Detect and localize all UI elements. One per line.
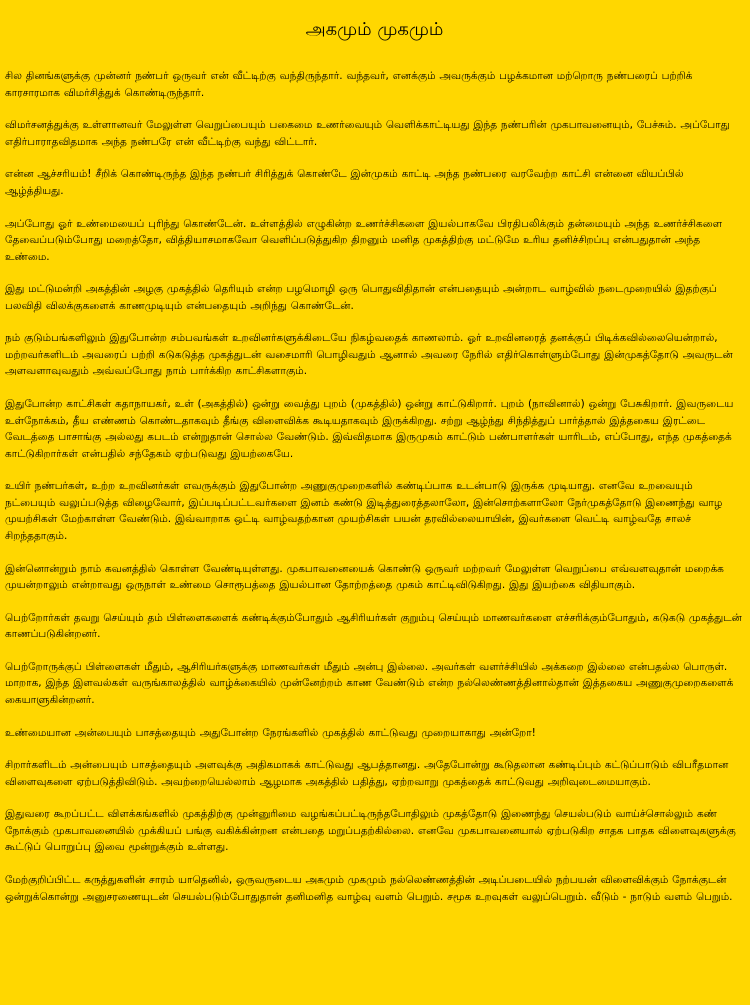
article-paragraph: இன்னொன்றும் நாம் கவனத்தில் கொள்ள வேண்டியுள்ளது. முகபாவனையைக் கொண்டு ஒருவர் மற்றவர் மேலுள்ள வெறுப்பை எவ்வளவுதான் மறைக்க முயன்றாலும் என்றாவது ஒருநாள் உண்மை சொரூபத்தை இயல்பான தோற்றத்தை முகம் காட்டிவிடுகிறது. இது இயற்கை விதியாகும்.	[5, 562, 724, 591]
article-paragraph: உண்மையான அன்பையும் பாசத்தையும் அதுபோன்ற நேரங்களில் முகத்தில் காட்டுவது முறையாகாது அன்றோ!	[5, 726, 536, 739]
article-paragraph: சில தினங்களுக்கு முன்னர் நண்பர் ஒருவர் என் வீட்டிற்கு வந்திருந்தார். வந்தவர், எனக்கும் அவருக்கும் பழக்கமான மற்றொரு நண்பரைப் பற்றிக் காரசாரமாக விமர்சித்துக் கொண்டிருந்தார்.	[5, 70, 693, 99]
article-paragraph: இதுவரை கூறப்பட்ட விளக்கங்களில் முகத்திற்கு முன்னுரிமை வழங்கப்பட்டிருந்தபோதிலும் முகத்தோடு இணைந்து செயல்படும் வாய்ச்சொல்லும் கண் நோக்கும் முகபாவனையில் முக்கியப் பங்கு வகிக்கின்றன என்பதை மறுப்பதற்கில்லை. எனவே முகபாவனையால் ஏற்படுகிற சாதக பாதக விளைவுகளுக்கு கூட்டுப் பொறுப்பு இவை மூன்றுக்கும் உள்ளது.	[5, 808, 736, 854]
article-paragraph: பெற்றோருக்குப் பிள்ளைகள் மீதும், ஆசிரியர்களுக்கு மாணவர்கள் மீதும் அன்பு இல்லை. அவர்கள் வளர்ச்சியில் அக்கறை இல்லை என்பதல்ல பொருள். மாறாக, இந்த இளவல்கள் வருங்காலத்தில் வாழ்க்கையில் முன்னேற்றம் காண வேண்டும் என்ற நல்லெண்ணத்தினால்தான் இத்தகைய அணுகுமுறைகளைக் கையாளுகின்றனர்.	[5, 660, 734, 706]
article-body	[5, 52, 744, 905]
article-paragraph: அப்போது ஓர் உண்மையைப் புரிந்து கொண்டேன். உள்ளத்தில் எழுகின்ற உணர்ச்சிகளை இயல்பாகவே பிரதிபலிக்கும் தன்மையும் அந்த உணர்ச்சிகளை தேவைப்படும்போது மறைத்தோ, வித்தியாசமாகவோ வெளிப்படுத்துகிற திறனும் மனித முகத்திற்கு மட்டுமே உரிய தனிச்சிறப்பு என்பதுதான் அந்த உண்மை.	[5, 217, 723, 263]
article-paragraph: என்ன ஆச்சரியம்! சீறிக் கொண்டிருந்த இந்த நண்பர் சிரித்துக் கொண்டே இன்முகம் காட்டி அந்த நண்பரை வரவேற்ற காட்சி என்னை வியப்பில் ஆழ்த்தியது.	[5, 168, 684, 197]
article-paragraph: இதுபோன்ற காட்சிகள் கதாநாயகர், உள் (அகத்தில்) ஒன்று வைத்து புறம் (முகத்தில்) ஒன்று காட்டுகிறார். புறம் (நாவினால்) ஒன்று பேசுகிறார். இவருடைய உள்நோக்கம், தீய எண்ணம் கொண்டதாகவும் தீங்கு விளைவிக்க கூடியதாகவும் இருக்கிறது. சற்று ஆழ்ந்து சிந்தித்துப் பார்த்தால் இத்தகைய இரட்டை வேடத்தை பாசாங்கு அல்லது கபடம் என்றுதான் சொல்ல வேண்டும். இவ்விதமாக இருமுகம் காட்டும் பண்பாளர்கள் யாரிடம், எப்போது, எந்த முகத்தைக் காட்டுகிறார்கள் என்பதில் சந்தேகம் ஏற்படுவது இயற்கையே.	[5, 398, 734, 460]
article-paragraph: உயிர் நண்பர்கள், உற்ற உறவினர்கள் எவருக்கும் இதுபோன்ற அணுகுமுறைகளில் கண்டிப்பாக உடன்பாடு இருக்க முடியாது. எனவே உறவையும் நட்பையும் வலுப்படுத்த விழைவோர், இப்படிப்பட்டவர்களை இனம் கண்டு இடித்துரைத்தலாலோ, இன்சொற்களாலோ நேர்முகத்தோடு இணைந்து வாழ முயற்சிகள் மேற்காள்ள வேண்டும். இவ்வாறாக ஒட்டி வாழ்வதற்கான முயற்சிகள் பயன் தரவில்லையாயின், இவர்களை வெட்டி வாழ்வதே சாலச் சிறந்ததாகும்.	[5, 480, 723, 542]
article-paragraph: இது மட்டுமன்றி அகத்தின் அழகு முகத்தில் தெரியும் என்ற பழமொழி ஒரு பொதுவிதிதான் என்பதையும் அன்றாட வாழ்வில் நடைமுறையில் இதற்குப் பலவிதி விலக்குகளைக் காணமுடியும் என்பதையும் அறிந்து கொண்டேன்.	[5, 283, 717, 312]
article-paragraph: சிறார்களிடம் அன்பையும் பாசத்தையும் அளவுக்கு அதிகமாகக் காட்டுவது ஆபத்தானது. அதேபோன்று கூடுதலான கண்டிப்பும் கட்டுப்பாடும் விபரீதமான விளைவுகளை ஏற்படுத்திவிடும். அவற்றையெல்லாம் ஆழமாக அகத்தில் பதித்து, ஏற்றவாறு முகத்தைக் காட்டுவது அறிவுடைமையாகும்.	[5, 759, 729, 788]
article-paragraph: நம் குடும்பங்களிலும் இதுபோன்ற சம்பவங்கள் உறவினர்களுக்கிடையே நிகழ்வதைக் காணலாம். ஓர் உறவினரைத் தனக்குப் பிடிக்கவில்லையென்றால், மற்றவர்களிடம் அவரைப் பற்றி கடுகடுத்த முகத்துடன் வசைமாரி பொழிவதும் ஆனால் அவரை நேரில் எதிர்கொள்ளும்போது இன்முகத்தோடு அவருடன் அளவளாவுவதும் அவ்வப்போது நாம் பார்க்கிற காட்சிகளாகும்.	[5, 332, 733, 378]
article-paragraph: மேற்குறிப்பிட்ட கருத்துகளின் சாரம் யாதெனில், ஒருவருடைய அகமும் முகமும் நல்லெண்ணத்தின் அடிப்படையில் நற்பயன் விளைவிக்கும் நோக்குடன் ஒன்றுக்கொன்று அனுசரணையுடன் செயல்படும்போதுதான் தனிமனித வாழ்வு வளம் பெறும். சமூக உறவுகள் வலுப்பெறும். வீடும் - நாடும் வளம் பெறும்.	[5, 874, 733, 903]
article-paragraph: விமர்சனத்துக்கு உள்ளானவர் மேலுள்ள வெறுப்பையும் பகைமை உணர்வையும் வெளிக்காட்டியது இந்த நண்பரின் முகபாவனையும், பேச்சும். அப்போது எதிர்பாராதவிதமாக அந்த நண்பரே என் வீட்டிற்கு வந்து விட்டார்.	[5, 119, 730, 148]
article-title: அகமும் முகமும்	[305, 19, 444, 40]
article-paragraph: பெற்றோர்கள் தவறு செய்யும் தம் பிள்ளைகளைக் கண்டிக்கும்போதும் ஆசிரியர்கள் குறும்பு செய்யும் மாணவர்களை எச்சரிக்கும்போதும், கடுகடு முகத்துடன் காணப்படுகின்றனர்.	[5, 611, 742, 641]
